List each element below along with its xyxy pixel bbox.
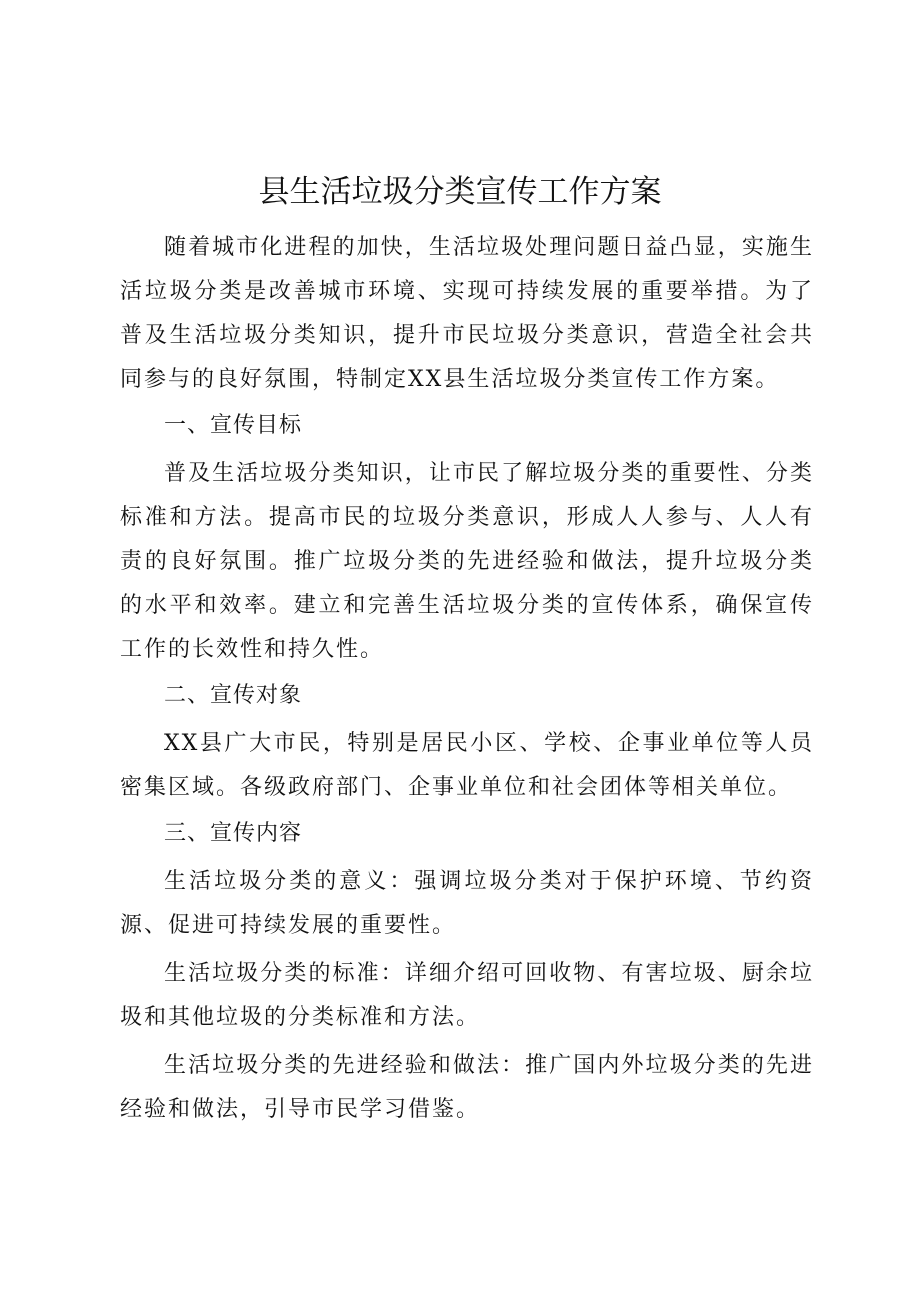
section-content-paragraph-significance: 生活垃圾分类的意义：强调垃圾分类对于保护环境、节约资源、促进可持续发展的重要性。 bbox=[120, 869, 814, 938]
document-body bbox=[120, 226, 814, 1132]
intro-paragraph: 随着城市化进程的加快，生活垃圾处理问题日益凸显，实施生活垃圾分类是改善城市环境、实现可持续发展的重要举措。为了普及生活垃圾分类知识，提升市民垃圾分类意识，营造全社会共同参与的良好氛围，特制定XX县生活垃圾分类宣传工作方案。 bbox=[120, 235, 814, 392]
document-title: 县生活垃圾分类宣传工作方案 bbox=[258, 174, 662, 210]
section-heading-goals: 一、宣传目标 bbox=[164, 413, 303, 438]
section-heading-content: 三、宣传内容 bbox=[164, 821, 303, 846]
section-content-paragraph-experience: 生活垃圾分类的先进经验和做法：推广国内外垃圾分类的先进经验和做法，引导市民学习借鉴。 bbox=[120, 1053, 814, 1122]
section-audience-paragraph: XX县广大市民，特别是居民小区、学校、企事业单位等人员密集区域。各级政府部门、企事业单位和社会团体等相关单位。 bbox=[120, 731, 814, 800]
section-heading-audience: 二、宣传对象 bbox=[164, 683, 303, 708]
section-goals-paragraph: 普及生活垃圾分类知识，让市民了解垃圾分类的重要性、分类标准和方法。提高市民的垃圾分类意识，形成人人参与、人人有责的良好氛围。推广垃圾分类的先进经验和做法，提升垃圾分类的水平和效率。建立和完善生活垃圾分类的宣传体系，确保宣传工作的长效性和持久性。 bbox=[120, 461, 814, 662]
section-content-paragraph-standards: 生活垃圾分类的标准：详细介绍可回收物、有害垃圾、厨余垃圾和其他垃圾的分类标准和方法。 bbox=[120, 961, 814, 1030]
